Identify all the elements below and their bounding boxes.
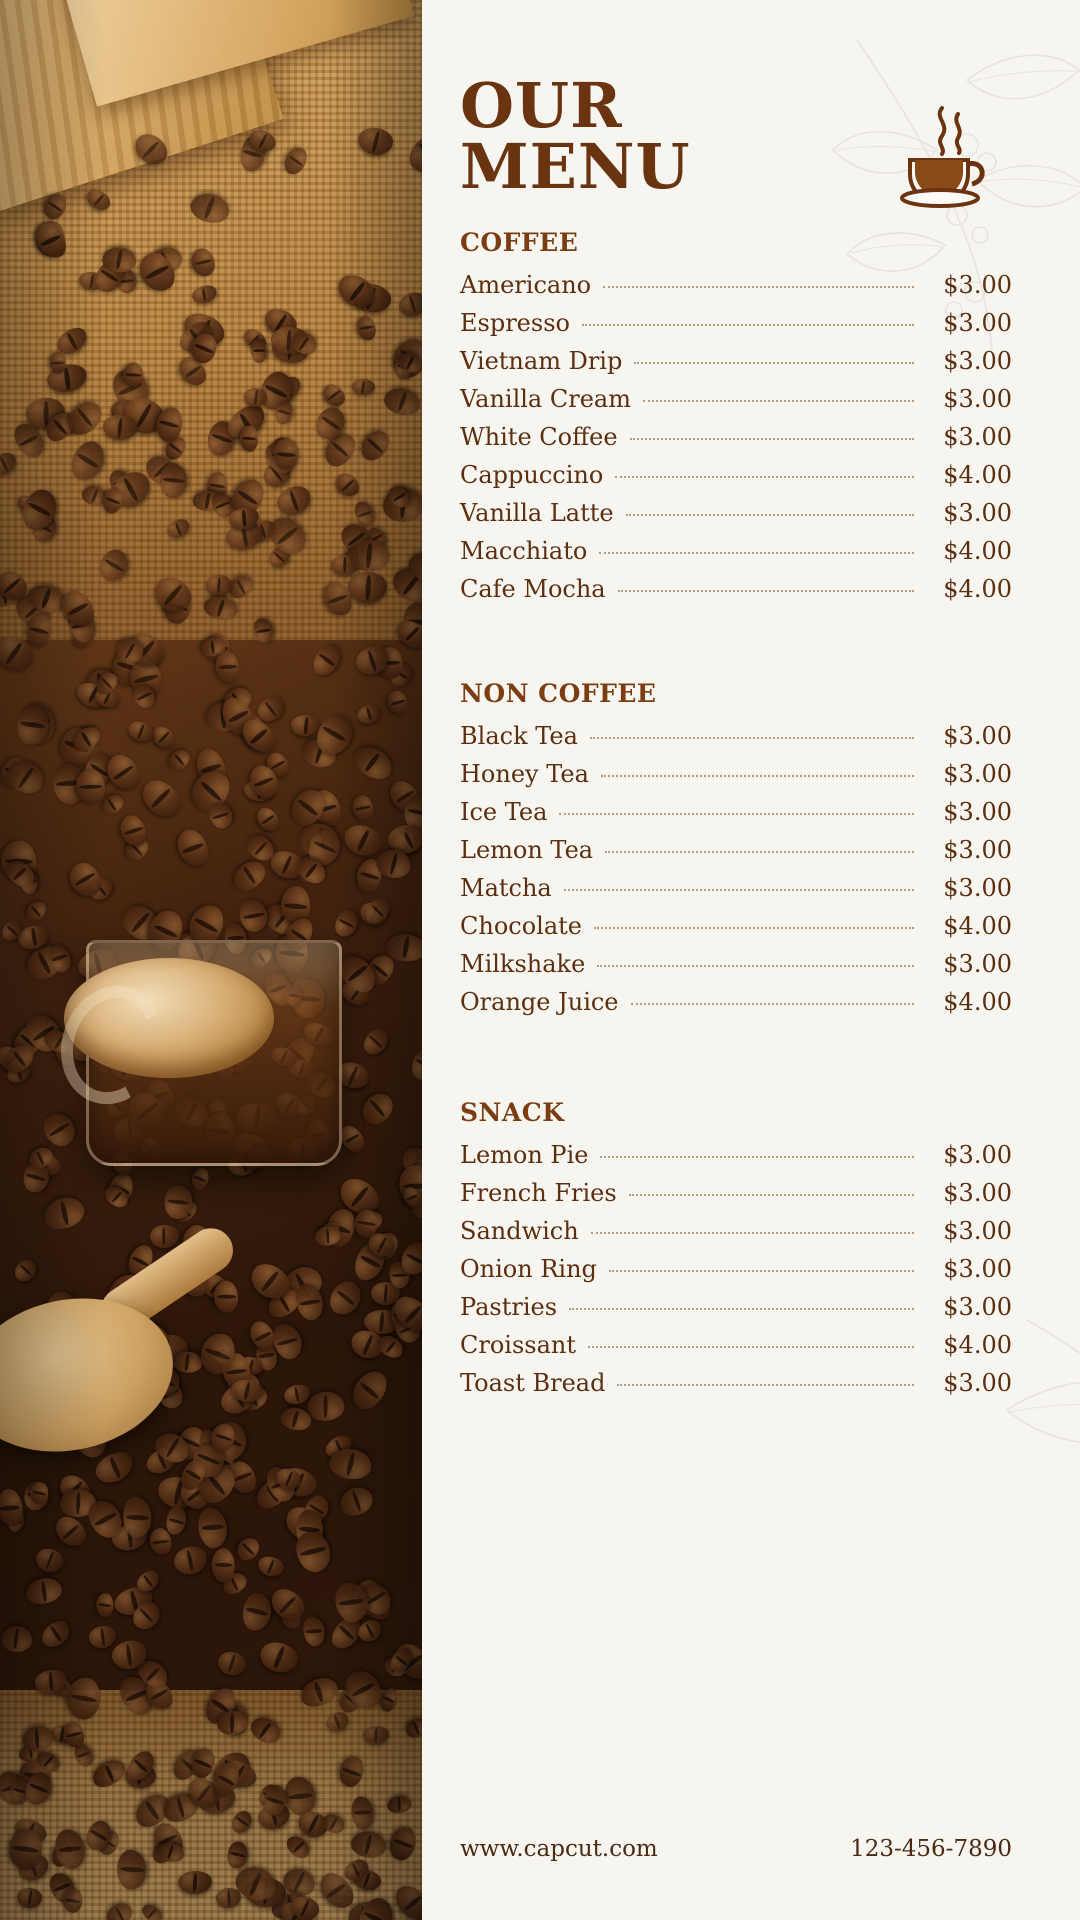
menu-item-name: Matcha — [460, 874, 552, 902]
menu-item — [460, 1217, 1012, 1245]
menu-item-name: Orange Juice — [460, 988, 619, 1016]
menu-item — [460, 575, 1012, 603]
leader-dots — [564, 889, 914, 891]
section-non-coffee — [460, 679, 1012, 1016]
menu-item-name: White Coffee — [460, 423, 618, 451]
menu-item — [460, 836, 1012, 864]
menu-item-name: Onion Ring — [460, 1255, 597, 1283]
menu-item — [460, 1369, 1012, 1397]
coffee-photo — [0, 0, 422, 1920]
menu-item — [460, 912, 1012, 940]
photo-vignette — [0, 0, 422, 1920]
menu-item — [460, 1141, 1012, 1169]
section-title-coffee: COFFEE — [460, 228, 579, 257]
menu-item — [460, 1179, 1012, 1207]
leader-dots — [630, 438, 914, 440]
menu-item-name: Milkshake — [460, 950, 586, 978]
menu-item-name: Black Tea — [460, 722, 578, 750]
menu-item-price: $3.00 — [943, 1217, 1012, 1245]
spacer — [460, 1026, 1012, 1088]
section-snack — [460, 1098, 1012, 1397]
menu-item-name: Espresso — [460, 309, 570, 337]
menu-item-name: Honey Tea — [460, 760, 589, 788]
menu-item-name: French Fries — [460, 1179, 617, 1207]
menu-item-price: $3.00 — [943, 271, 1012, 299]
leader-dots — [631, 1003, 914, 1005]
menu-item-name: Cappuccino — [460, 461, 604, 489]
section-title-snack: SNACK — [460, 1098, 565, 1127]
footer — [460, 1836, 1012, 1862]
menu-item — [460, 385, 1012, 413]
leader-dots — [617, 1384, 914, 1386]
page-title — [460, 69, 691, 203]
menu-item-price: $3.00 — [943, 347, 1012, 375]
menu-item-price: $3.00 — [943, 722, 1012, 750]
leader-dots — [629, 1194, 914, 1196]
leader-dots — [559, 813, 914, 815]
menu-item-price: $3.00 — [943, 1179, 1012, 1207]
menu-item — [460, 271, 1012, 299]
menu-item-name: Sandwich — [460, 1217, 579, 1245]
menu-item — [460, 1293, 1012, 1321]
leader-dots — [609, 1270, 914, 1272]
leader-dots — [603, 286, 914, 288]
menu-item — [460, 499, 1012, 527]
leader-dots — [569, 1308, 914, 1310]
menu-item — [460, 461, 1012, 489]
menu-item-price: $3.00 — [943, 499, 1012, 527]
page-title-line2: MENU — [460, 129, 691, 203]
menu-item-name: Croissant — [460, 1331, 577, 1359]
menu-item-price: $3.00 — [943, 950, 1012, 978]
menu-item-price: $4.00 — [943, 461, 1012, 489]
menu-item-name: Toast Bread — [460, 1369, 606, 1397]
menu-item-price: $4.00 — [943, 912, 1012, 940]
menu-header — [460, 0, 1012, 218]
menu-item-price: $3.00 — [943, 836, 1012, 864]
section-title-non-coffee: NON COFFEE — [460, 679, 657, 708]
menu-item — [460, 1331, 1012, 1359]
leader-dots — [590, 737, 914, 739]
menu-item-price: $3.00 — [943, 1141, 1012, 1169]
leader-dots — [597, 965, 914, 967]
menu-item-price: $3.00 — [943, 1369, 1012, 1397]
footer-phone[interactable]: 123-456-7890 — [850, 1836, 1012, 1862]
menu-item — [460, 950, 1012, 978]
menu-item-name: Pastries — [460, 1293, 558, 1321]
leader-dots — [582, 324, 914, 326]
leader-dots — [618, 590, 914, 592]
menu-item-name: Vanilla Cream — [460, 385, 631, 413]
menu-item-name: Lemon Tea — [460, 836, 594, 864]
menu-item — [460, 309, 1012, 337]
menu-item — [460, 988, 1012, 1016]
menu-item-price: $3.00 — [943, 1255, 1012, 1283]
menu-item-name: Vanilla Latte — [460, 499, 614, 527]
menu-list-snack — [460, 1141, 1012, 1397]
menu-item-price: $4.00 — [943, 988, 1012, 1016]
menu-item-price: $4.00 — [943, 1331, 1012, 1359]
leader-dots — [599, 552, 914, 554]
menu-item — [460, 537, 1012, 565]
spacer — [460, 613, 1012, 669]
menu-item — [460, 798, 1012, 826]
leader-dots — [643, 400, 914, 402]
menu-item-price: $3.00 — [943, 423, 1012, 451]
menu-item-name: Lemon Pie — [460, 1141, 589, 1169]
leader-dots — [601, 775, 914, 777]
leader-dots — [626, 514, 914, 516]
menu-item-name: Chocolate — [460, 912, 582, 940]
leader-dots — [615, 476, 914, 478]
menu-item-name: Ice Tea — [460, 798, 548, 826]
footer-website[interactable]: www.capcut.com — [460, 1836, 658, 1862]
menu-item-name: Americano — [460, 271, 592, 299]
section-coffee — [460, 228, 1012, 603]
menu-content-panel — [422, 0, 1080, 1920]
menu-item-name: Vietnam Drip — [460, 347, 623, 375]
menu-item-price: $3.00 — [943, 760, 1012, 788]
menu-item-name: Cafe Mocha — [460, 575, 606, 603]
menu-item — [460, 423, 1012, 451]
menu-list-non-coffee — [460, 722, 1012, 1016]
coffee-cup-icon — [882, 98, 1002, 218]
menu-item-price: $4.00 — [943, 575, 1012, 603]
menu-item-price: $3.00 — [943, 385, 1012, 413]
menu-item-price: $3.00 — [943, 309, 1012, 337]
menu-list-coffee — [460, 271, 1012, 603]
leader-dots — [634, 362, 914, 364]
menu-item-price: $3.00 — [943, 798, 1012, 826]
menu-item-price: $4.00 — [943, 537, 1012, 565]
menu-item-price: $3.00 — [943, 1293, 1012, 1321]
menu-item-name: Macchiato — [460, 537, 588, 565]
menu-item-price: $3.00 — [943, 874, 1012, 902]
leader-dots — [588, 1346, 914, 1348]
menu-item — [460, 722, 1012, 750]
menu-item — [460, 347, 1012, 375]
menu-item — [460, 760, 1012, 788]
page-title-line1: OUR — [460, 69, 623, 142]
menu-item — [460, 1255, 1012, 1283]
leader-dots — [594, 927, 914, 929]
menu-item — [460, 874, 1012, 902]
leader-dots — [591, 1232, 914, 1234]
leader-dots — [605, 851, 914, 853]
leader-dots — [600, 1156, 914, 1158]
